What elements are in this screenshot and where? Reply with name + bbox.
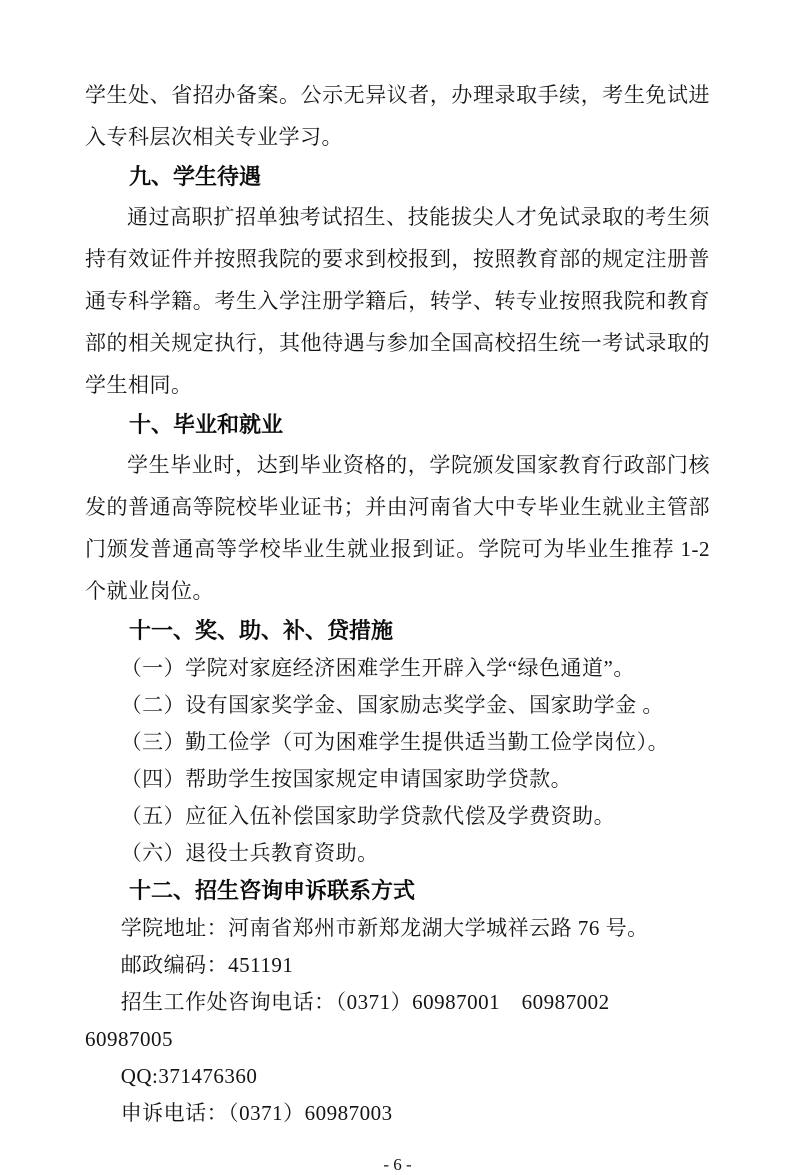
list-item: 学院地址：河南省郑州市新郑龙湖大学城祥云路 76 号。 [120,916,649,940]
list-item: 邮政编码：451191 [120,953,294,977]
list-item: （二）设有国家奖学金、国家励志奖学金、国家助学金 。 [120,693,664,717]
list-item: （一）学院对家庭经济困难学生开辟入学“绿色通道”。 [120,656,635,680]
document-sections [85,158,710,1132]
list-item: QQ:371476360 [120,1064,258,1088]
list-item: 申诉电话：（0371）60987003 [120,1101,393,1125]
list-item: （五）应征入伍补偿国家助学贷款代偿及学费资助。 [120,804,616,828]
list-item: （三）勤工俭学（可为困难学生提供适当勤工俭学岗位）。 [120,730,670,754]
section-heading: 十二、招生咨询申诉联系方式 [129,878,416,903]
body-paragraph: 通过高职扩招单独考试招生、技能拔尖人才免试录取的考生须持有效证件并按照我院的要求到校报到，按照教育部的规定注册普通专科学籍。考生入学注册学籍后，转学、转专业按照我院和教育部的相关规定执行，其他待遇与参加全国高校招生统一考试录取的学生相同。 [85,205,710,397]
section-heading: 九、学生待遇 [129,164,262,189]
body-paragraph: 学生毕业时，达到毕业资格的，学院颁发国家教育行政部门核发的普通高等院校毕业证书；并由河南省大中专毕业生就业主管部门颁发普通高等学校毕业生就业报到证。学院可为毕业生推荐 1-2 个就业岗位。 [85,453,710,603]
list-item: （四）帮助学生按国家规定申请国家助学贷款。 [120,767,573,791]
section-heading: 十一、奖、助、补、贷措施 [129,618,394,643]
list-item: 招生工作处咨询电话：（0371）60987001 60987002 60987005 [85,990,632,1051]
section-heading: 十、毕业和就业 [129,412,284,437]
list-item: （六）退役士兵教育资助。 [120,841,379,865]
page-number: - 6 - [383,1155,412,1174]
paragraph-continuation: 学生处、省招办备案。公示无异议者，办理录取手续，考生免试进入专科层次相关专业学习。 [85,83,710,149]
